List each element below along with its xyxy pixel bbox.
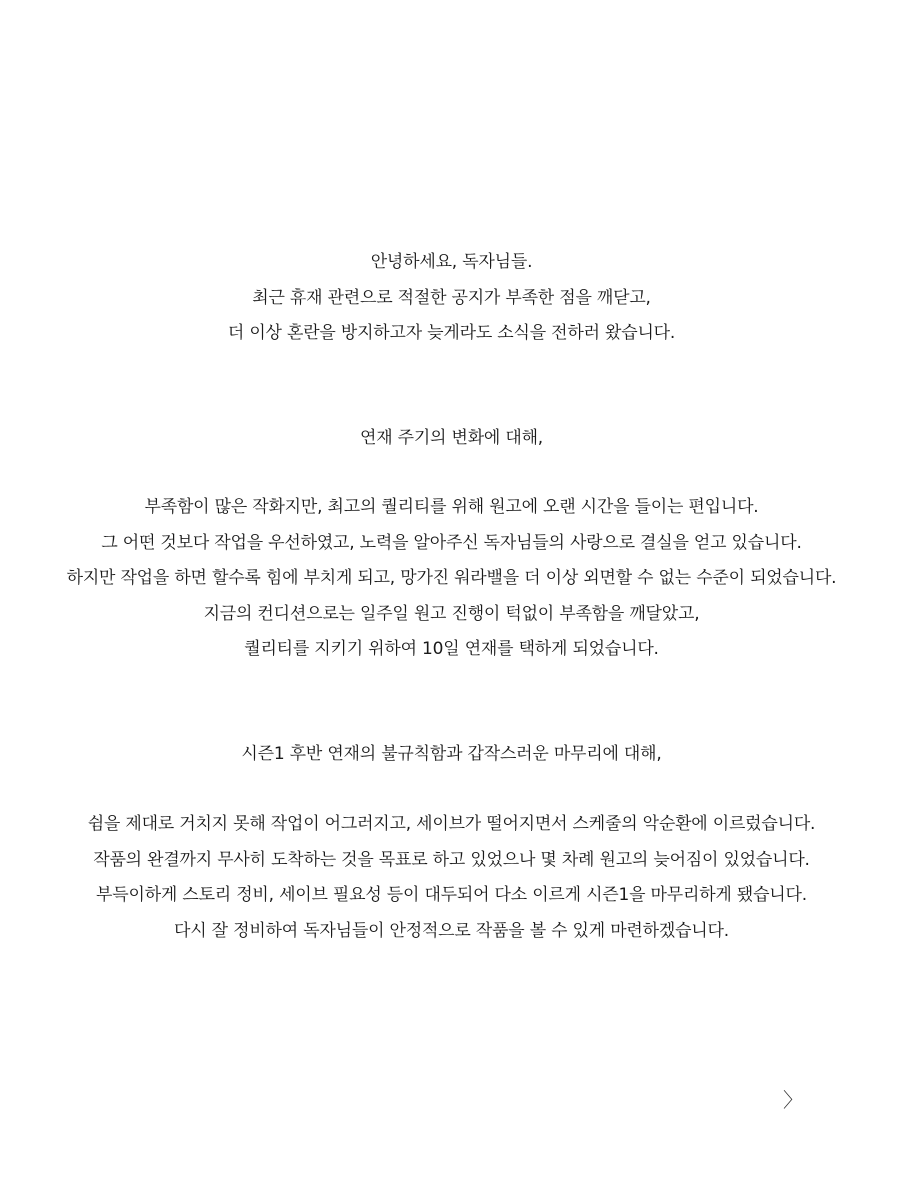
section-body-season-end: [0, 807, 903, 949]
intro-line: 더 이상 혼란을 방지하고자 늦게라도 소식을 전하러 왔습니다.: [227, 323, 676, 343]
section-heading-schedule-change: [0, 421, 903, 457]
paragraph-line: 퀄리티를 지키기 위하여 10일 연재를 택하게 되었습니다.: [244, 639, 659, 659]
section-heading: 시즌1 후반 연재의 불규칙함과 갑작스러운 마무리에 대해,: [241, 744, 662, 764]
section-body-schedule-change: [0, 490, 903, 668]
paragraph-line: 지금의 컨디션으로는 일주일 원고 진행이 턱없이 부족함을 깨달았고,: [203, 603, 700, 624]
intro-greeting: [0, 245, 903, 352]
paragraph-line: 하지만 작업을 하면 할수록 힘에 부치게 되고, 망가진 워라밸을 더 이상 외면할 수 없는 수준이 되었습니다.: [66, 568, 837, 588]
section-heading: 연재 주기의 변화에 대해,: [359, 428, 544, 448]
paragraph-line: 쉼을 제대로 거치지 못해 작업이 어그러지고, 세이브가 떨어지면서 스케줄의 악순환에 이르렀습니다.: [87, 814, 816, 834]
paragraph-line: 그 어떤 것보다 작업을 우선하였고, 노력을 알아주신 독자님들의 사랑으로 결실을 얻고 있습니다.: [101, 532, 802, 553]
paragraph-line: 다시 잘 정비하여 독자님들이 안정적으로 작품을 볼 수 있게 마련하겠습니다.: [174, 920, 729, 941]
paragraph-line: 부족함이 많은 작화지만, 최고의 퀄리티를 위해 원고에 오랜 시간을 들이는 편입니다.: [144, 497, 759, 517]
paragraph-line: 부득이하게 스토리 정비, 세이브 필요성 등이 대두되어 다소 이르게 시즌1을 마무리하게 됐습니다.: [96, 885, 807, 905]
intro-line: 최근 휴재 관련으로 적절한 공지가 부족한 점을 깨닫고,: [252, 287, 651, 308]
section-heading-season-end: [0, 737, 903, 773]
chevron-right-icon[interactable]: 〉: [783, 1088, 803, 1112]
intro-line: 안녕하세요, 독자님들.: [370, 252, 533, 272]
paragraph-line: 작품의 완결까지 무사히 도착하는 것을 목표로 하고 있었으나 몇 차례 원고의 늦어짐이 있었습니다.: [93, 849, 810, 870]
